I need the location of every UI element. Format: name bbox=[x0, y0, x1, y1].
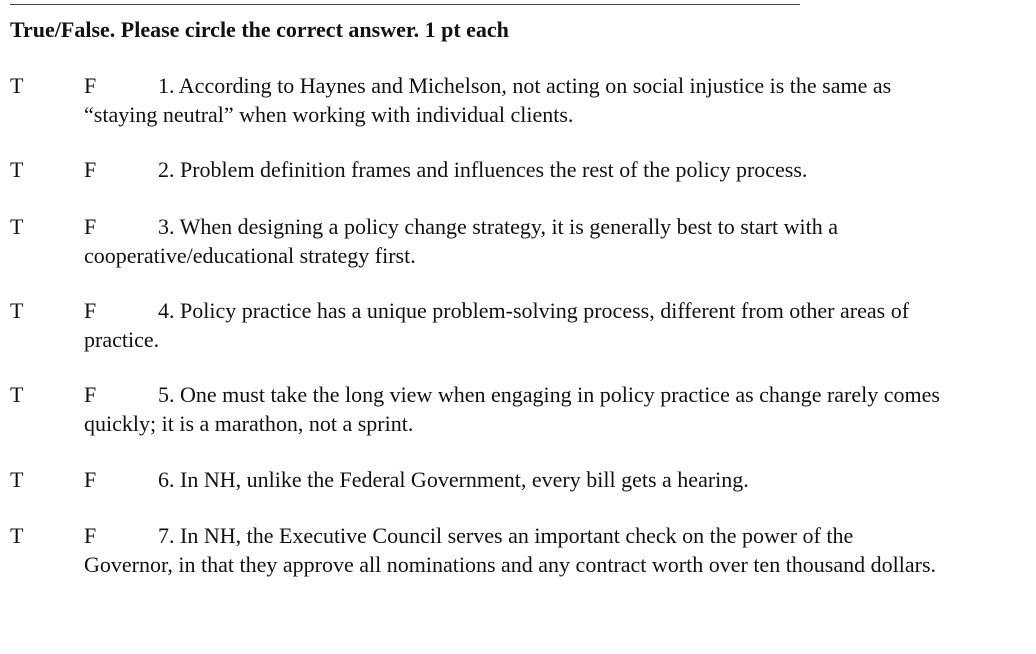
true-option[interactable]: T bbox=[10, 382, 24, 407]
false-option[interactable]: F bbox=[84, 523, 97, 548]
true-option[interactable]: T bbox=[10, 523, 24, 548]
false-option[interactable]: F bbox=[84, 73, 97, 98]
true-option[interactable]: T bbox=[10, 298, 24, 323]
top-divider bbox=[10, 4, 800, 5]
false-option[interactable]: F bbox=[84, 467, 97, 492]
false-option[interactable]: F bbox=[84, 382, 97, 407]
false-option[interactable]: F bbox=[84, 298, 97, 323]
true-option[interactable]: T bbox=[10, 214, 24, 239]
section-heading: True/False. Please circle the correct answer. 1 pt each bbox=[10, 17, 509, 42]
question-text: 5. One must take the long view when engaging in policy practice as change rarely comes quickly; it is a marathon, not a sprint. bbox=[84, 382, 940, 436]
true-option[interactable]: T bbox=[10, 467, 24, 492]
question-text: 1. According to Haynes and Michelson, not acting on social injustice is the same as “staying neutral” when working with individual clients. bbox=[84, 73, 892, 127]
question-text: 7. In NH, the Executive Council serves an important check on the power of the Governor, in that they approve all nominations and any contract worth over ten thousand dollars. bbox=[84, 523, 937, 577]
question-text: 6. In NH, unlike the Federal Government, every bill gets a hearing. bbox=[158, 467, 749, 492]
false-option[interactable]: F bbox=[84, 214, 97, 239]
question-text: 4. Policy practice has a unique problem-solving process, different from other areas of practice. bbox=[84, 298, 910, 352]
false-option[interactable]: F bbox=[84, 157, 97, 182]
question-text: 3. When designing a policy change strategy, it is generally best to start with a cooperative/educational strategy first. bbox=[84, 214, 838, 268]
true-option[interactable]: T bbox=[10, 157, 24, 182]
true-option[interactable]: T bbox=[10, 73, 24, 98]
question-text: 2. Problem definition frames and influences the rest of the policy process. bbox=[158, 157, 808, 182]
